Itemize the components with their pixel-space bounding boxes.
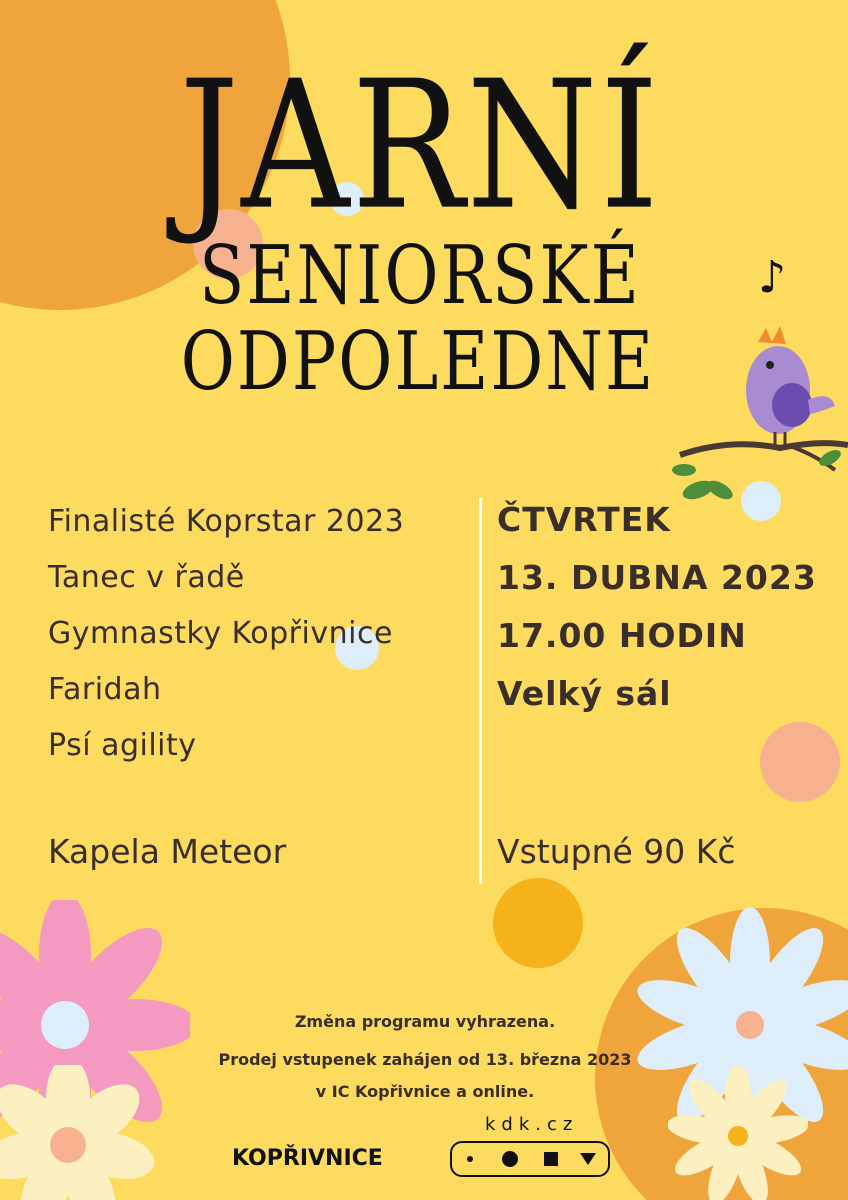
- program-list: [48, 500, 404, 780]
- event-time: 17.00 HODIN: [497, 616, 747, 655]
- event-info: [497, 498, 817, 730]
- peach-circle-right: [760, 722, 840, 802]
- kdk-shapes-icon: [452, 1143, 608, 1175]
- program-item: Psí agility: [48, 728, 197, 763]
- dark-yellow-circle: [493, 878, 583, 968]
- ticket-sale-note: Prodej vstupenek zahájen od 13. března 2023: [218, 1050, 632, 1069]
- title-line-2: SENIORSKÉ: [199, 228, 641, 323]
- program-item: Gymnastky Kopřivnice: [48, 616, 393, 651]
- event-date: 13. DUBNA 2023: [497, 558, 817, 597]
- program-item: Faridah: [48, 672, 162, 707]
- column-divider: [479, 498, 482, 884]
- program-item: Finalisté Koprstar 2023: [48, 504, 405, 539]
- koprivnice-logo: KOPŘIVNICE: [232, 1146, 383, 1171]
- bird-on-branch-icon: [670, 320, 848, 510]
- event-venue: Velký sál: [497, 674, 672, 713]
- website-label[interactable]: kdk.cz: [485, 1114, 579, 1135]
- event-day: ČTVRTEK: [497, 500, 671, 539]
- ticket-sale-location: v IC Kopřivnice a online.: [315, 1082, 535, 1101]
- title-line-3: ODPOLEDNE: [180, 314, 656, 409]
- band-name: Kapela Meteor: [48, 832, 287, 871]
- ticket-price: Vstupné 90 Kč: [497, 832, 736, 871]
- title-line-1: JARNÍ: [179, 43, 661, 250]
- cream-flower-icon: [0, 1065, 158, 1200]
- program-item: Tanec v řadě: [48, 560, 245, 595]
- kdk-logo: [450, 1141, 610, 1177]
- music-note-icon: ♪: [758, 252, 787, 303]
- program-change-note: Změna programu vyhrazena.: [294, 1012, 556, 1031]
